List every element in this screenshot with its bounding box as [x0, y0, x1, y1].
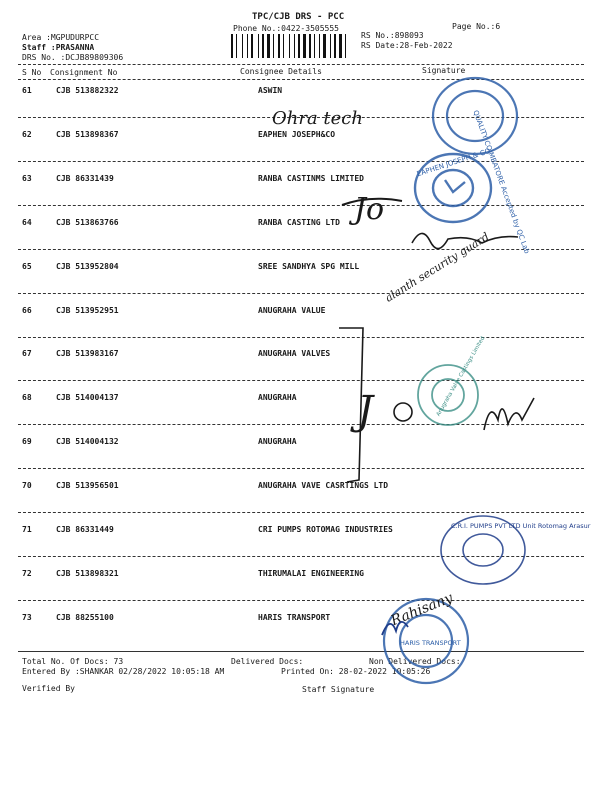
barcode-bar [323, 34, 326, 58]
table-row [0, 349, 600, 361]
area-label: Area :MGPUDURPCC [22, 33, 100, 42]
row-sno: 67 [22, 349, 32, 358]
barcode-bar [314, 34, 315, 58]
rs-date: RS Date:28-Feb-2022 [361, 41, 453, 50]
row-consignee: SREE SANDHYA SPG MILL [258, 262, 360, 271]
col-sno: S No [22, 68, 42, 77]
handwritten-signature-62 [270, 100, 390, 140]
barcode-bar [258, 34, 259, 58]
document-title: TPC/CJB DRS - PCC [252, 12, 345, 22]
row-consignee: ANUGRAHA VALUE [258, 306, 326, 315]
row-sno: 64 [22, 218, 32, 227]
row-consignment: CJB 513898321 [56, 569, 119, 578]
row-sno: 65 [22, 262, 32, 271]
quality-stamp-text: QUALITY COIMBATORE Accepted by QC Lab [471, 109, 531, 255]
row-consignee: RANBA CASTINMS LIMITED [258, 174, 364, 183]
row-sno: 69 [22, 437, 32, 446]
row-sno: 63 [22, 174, 32, 183]
row-consignment: CJB 513983167 [56, 349, 119, 358]
drs-number: DRS No. :DCJB89809306 [22, 53, 124, 62]
barcode-bar [262, 34, 264, 58]
delivered-docs: Delivered Docs: [231, 657, 304, 666]
row-consignee: THIRUMALAI ENGINEERING [258, 569, 364, 578]
row-consignee: CRI PUMPS ROTOMAG INDUSTRIES [258, 525, 393, 534]
entered-by: Entered By :SHANKAR 02/28/2022 10:05:18 AM [22, 667, 225, 676]
eaphen-stamp-text: EAPHEN JOSEPH & CO [415, 146, 492, 179]
barcode-bar [231, 34, 233, 58]
staff-label: Staff :PRASANNA [22, 43, 95, 52]
barcode-bar [330, 34, 331, 58]
barcode-bar [247, 34, 248, 58]
barcode-bar [273, 34, 274, 58]
row-sno: 66 [22, 306, 32, 315]
anugraha-stamp-text: Anugraha Valve Castings Limited [435, 335, 487, 418]
row-sno: 68 [22, 393, 32, 402]
row-sno: 61 [22, 86, 32, 95]
printed-on: Printed On: 28-02-2022 10:05:26 [281, 667, 431, 676]
barcode-bar [289, 34, 290, 58]
row-consignment: CJB 86331449 [56, 525, 114, 534]
barcode-bar [251, 34, 253, 58]
barcode-bar [345, 34, 346, 58]
col-consignment: Consignment No [50, 68, 118, 77]
handwritten-signature-65 [378, 230, 492, 315]
handwritten-signature-68 [478, 390, 538, 440]
row-sno: 70 [22, 481, 32, 490]
cri-stamp-text: C.R.I. PUMPS PVT LTD Unit Rotomag Arasur [451, 522, 591, 530]
table-row [0, 174, 600, 186]
row-consignee: EAPHEN JOSEPH&CO [258, 130, 336, 139]
row-consignee: ANUGRAHA VAVE CASRTINGS LTD [258, 481, 389, 490]
barcode-bar [294, 34, 295, 58]
row-consignee: ANUGRAHA [258, 393, 297, 402]
row-consignee: HARIS TRANSPORT [258, 613, 331, 622]
row-divider [18, 600, 584, 601]
barcode-bar [339, 34, 342, 58]
haris-stamp-text: HARIS TRANSPORT [400, 639, 461, 647]
row-sno: 73 [22, 613, 32, 622]
table-row [0, 306, 600, 318]
row-consignment: CJB 513952951 [56, 306, 119, 315]
barcode-bar [303, 34, 306, 58]
row-divider [18, 337, 584, 338]
barcode-bar [309, 34, 311, 58]
svg-text:Jo: Jo [354, 192, 385, 227]
row-consignment: CJB 513863766 [56, 218, 119, 227]
barcode [231, 34, 355, 58]
barcode-bar [298, 34, 300, 58]
table-row [0, 481, 600, 493]
phone-number: Phone No.:0422-3505555 [233, 24, 339, 33]
verified-by: Verified By [22, 684, 75, 693]
row-divider [18, 293, 584, 294]
row-divider [18, 468, 584, 469]
row-sno: 71 [22, 525, 32, 534]
row-sno: 72 [22, 569, 32, 578]
total-docs: Total No. Of Docs: 73 [22, 657, 124, 666]
col-signature: Signature [422, 66, 466, 75]
row-consignee: ANUGRAHA [258, 437, 297, 446]
bracket-ink-mark [335, 320, 445, 490]
non-delivered-docs: Non Delivered Docs: [369, 657, 461, 666]
barcode-bar [236, 34, 237, 58]
svg-text:J: J [357, 388, 374, 434]
row-consignment: CJB 88255100 [56, 613, 114, 622]
row-consignee: ASWIN [258, 86, 283, 95]
barcode-bar [267, 34, 270, 58]
row-consignment: CJB 86331439 [56, 174, 114, 183]
handwritten-signature-73 [378, 575, 488, 645]
rs-number: RS No.:898093 [361, 31, 424, 40]
barcode-bar [319, 34, 320, 58]
row-consignee: ANUGRAHA VALVES [258, 349, 331, 358]
row-consignment: CJB 513952804 [56, 262, 119, 271]
row-consignee: RANBA CASTING LTD [258, 218, 340, 227]
row-divider [18, 380, 584, 381]
col-consignee: Consignee Details [240, 67, 322, 76]
svg-text:Ohra tech: Ohra tech [272, 108, 363, 129]
staff-signature: Staff Signature [302, 685, 375, 694]
barcode-bar [278, 34, 280, 58]
row-consignment: CJB 513956501 [56, 481, 119, 490]
row-consignment: CJB 514004132 [56, 437, 119, 446]
svg-text:alanth security guard: alanth security guard [382, 230, 492, 305]
footer-divider [18, 651, 584, 652]
barcode-bar [242, 34, 243, 58]
row-consignment: CJB 513898367 [56, 130, 119, 139]
barcode-bar [334, 34, 336, 58]
barcode-bar [283, 34, 284, 58]
header-divider [18, 64, 584, 65]
svg-text:Rahisany: Rahisany [388, 590, 456, 630]
table-row [0, 613, 600, 625]
row-consignment: CJB 513882322 [56, 86, 119, 95]
page-number: Page No.:6 [452, 22, 501, 31]
row-sno: 62 [22, 130, 32, 139]
table-row [0, 262, 600, 274]
row-consignment: CJB 514004137 [56, 393, 119, 402]
